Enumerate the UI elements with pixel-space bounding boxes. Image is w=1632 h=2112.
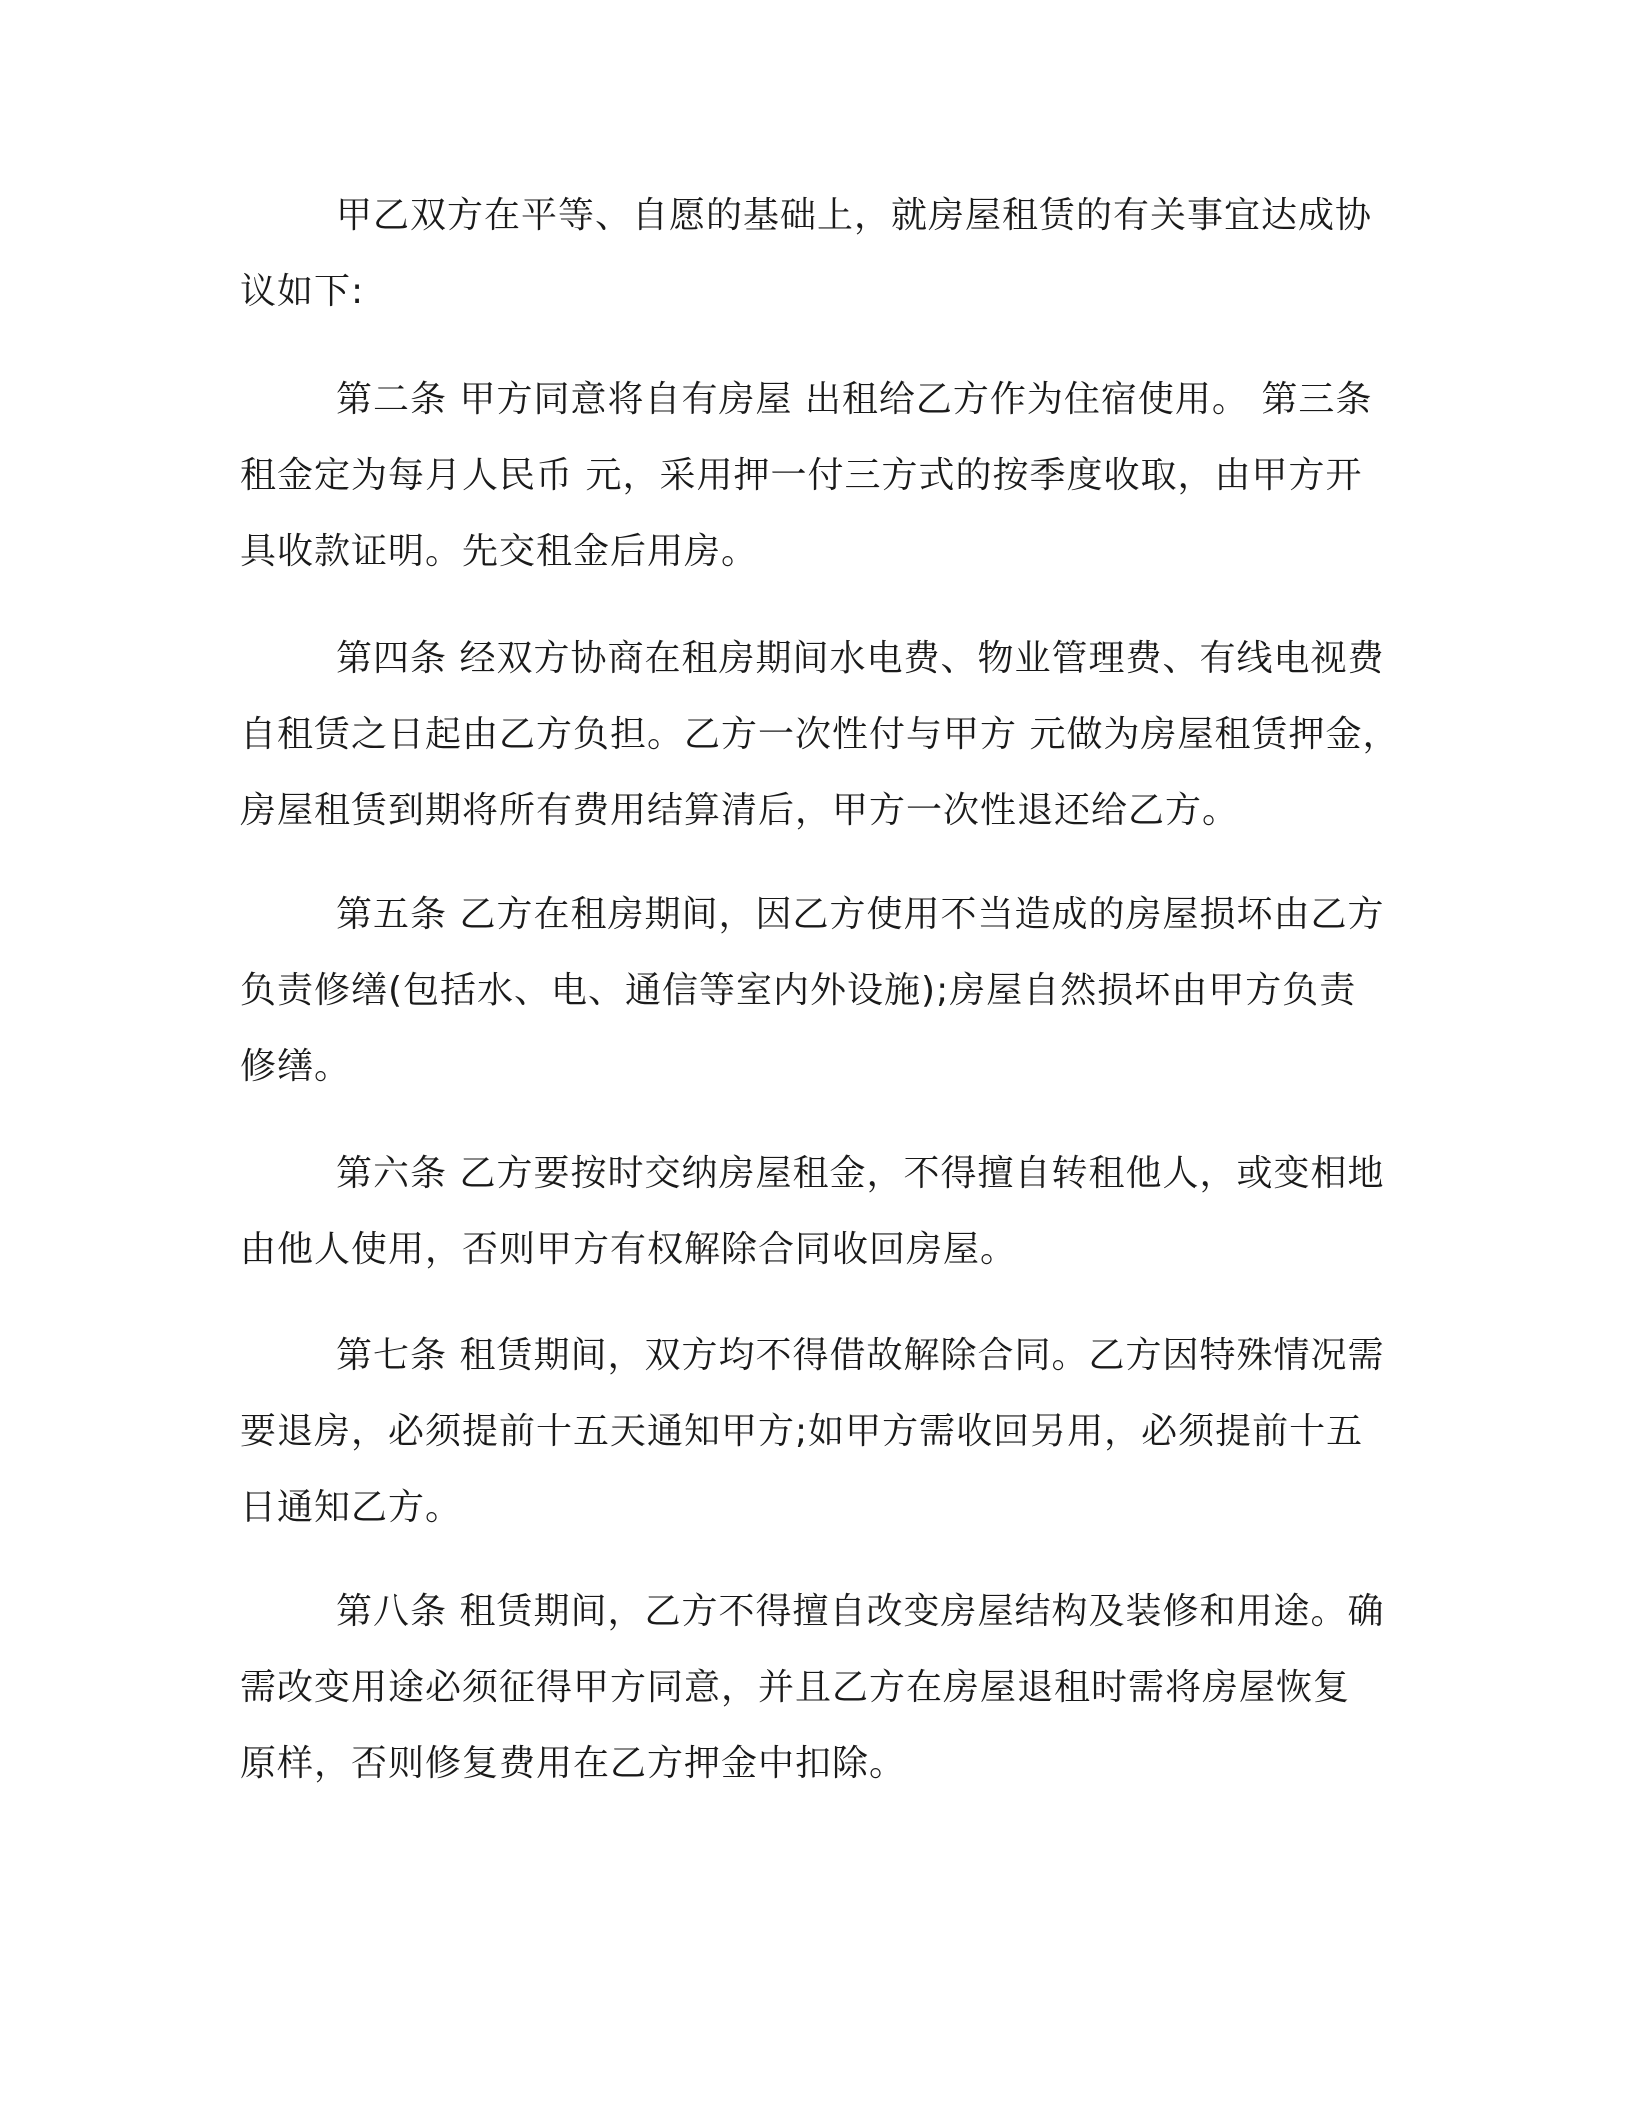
text-line: 房屋租赁到期将所有费用结算清后，甲方一次性退还给乙方。 <box>240 790 1240 831</box>
text-line: 议如下: <box>240 271 365 312</box>
text-line: 具收款证明。先交租金后用房。 <box>240 531 759 572</box>
text-line: 甲乙双方在平等、自愿的基础上，就房屋租赁的有关事宜达成协 <box>336 195 1373 236</box>
text-line: 需改变用途必须征得甲方同意，并且乙方在房屋退租时需将房屋恢复 <box>240 1667 1351 1708</box>
text-line: 原样，否则修复费用在乙方押金中扣除。 <box>240 1743 907 1784</box>
text-line: 日通知乙方。 <box>240 1487 463 1528</box>
text-line: 第七条 租赁期间，双方均不得借故解除合同。乙方因特殊情况需 <box>336 1335 1385 1376</box>
paragraph-article-7 <box>240 1318 1385 1546</box>
text-line: 修缮。 <box>240 1046 352 1087</box>
paragraph-article-6 <box>240 1136 1385 1288</box>
text-line: 负责修缮(包括水、电、通信等室内外设施);房屋自然损坏由甲方负责 <box>240 970 1357 1011</box>
text-line: 第五条 乙方在租房期间，因乙方使用不当造成的房屋损坏由乙方 <box>336 894 1385 935</box>
text-line: 自租赁之日起由乙方负担。乙方一次性付与甲方 元做为房屋租赁押金， <box>240 714 1400 755</box>
text-line: 第二条 甲方同意将自有房屋 出租给乙方作为住宿使用。 第三条 <box>336 379 1373 420</box>
paragraph-article-5 <box>240 877 1385 1105</box>
paragraph-article-4 <box>240 621 1400 849</box>
text-line: 第四条 经双方协商在租房期间水电费、物业管理费、有线电视费 <box>336 638 1385 679</box>
text-line: 第六条 乙方要按时交纳房屋租金，不得擅自转租他人，或变相地 <box>336 1153 1385 1194</box>
paragraph-intro <box>240 178 1380 330</box>
text-line: 第八条 租赁期间，乙方不得擅自改变房屋结构及装修和用途。确 <box>336 1591 1385 1632</box>
text-line: 由他人使用，否则甲方有权解除合同收回房屋。 <box>240 1229 1018 1270</box>
text-line: 租金定为每月人民币 元，采用押一付三方式的按季度收取，由甲方开 <box>240 455 1363 496</box>
paragraph-article-2-3 <box>240 362 1380 590</box>
text-line: 要退房，必须提前十五天通知甲方;如甲方需收回另用，必须提前十五 <box>240 1411 1364 1452</box>
paragraph-article-8 <box>240 1574 1385 1802</box>
